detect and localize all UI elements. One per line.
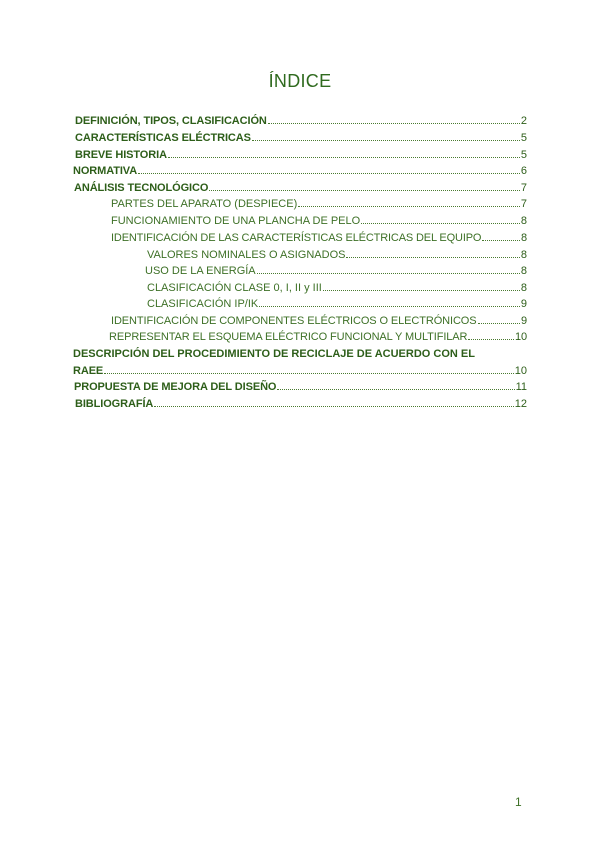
toc-entry-text: REPRESENTAR EL ESQUEMA ELÉCTRICO FUNCIONAL Y MULTIFILAR (109, 331, 468, 343)
toc-entry-page: 7 (520, 182, 527, 194)
dot-leader (154, 405, 514, 407)
toc-entry-page: 9 (520, 315, 527, 327)
toc-entry-page: 9 (520, 298, 527, 310)
toc-entry-page: 2 (520, 115, 527, 127)
toc-entry-text: USO DE LA ENERGÍA (145, 265, 256, 277)
toc-entry-text: FUNCIONAMIENTO DE UNA PLANCHA DE PELO (111, 215, 361, 227)
toc-entry-text: VALORES NOMINALES O ASIGNADOS (147, 249, 346, 261)
toc-entry-clasificacion-ip[interactable] (147, 297, 527, 311)
dot-leader (361, 222, 520, 224)
dot-leader (298, 205, 520, 207)
dot-leader (138, 172, 520, 174)
dot-leader (277, 388, 514, 390)
toc-entry-caracteristicas[interactable] (75, 131, 527, 145)
toc-entry-valores[interactable] (147, 248, 527, 262)
dot-leader (468, 338, 514, 340)
toc-entry-text: CLASIFICACIÓN IP/IK (147, 298, 259, 310)
toc-entry-text: IDENTIFICACIÓN DE COMPONENTES ELÉCTRICOS O ELECTRÓNICOS (111, 315, 477, 327)
toc-entry-propuesta[interactable] (74, 380, 527, 394)
toc-entry-historia[interactable] (75, 148, 527, 162)
toc-entry-page: 8 (520, 265, 527, 277)
dot-leader (323, 289, 520, 291)
dot-leader (104, 372, 514, 374)
toc-entry-reciclaje[interactable] (73, 364, 527, 378)
toc-entry-normativa[interactable] (73, 164, 527, 178)
toc-entry-page: 8 (520, 249, 527, 261)
dot-leader (252, 139, 520, 141)
toc-entry-page: 11 (515, 381, 527, 393)
toc-entry-page: 10 (514, 331, 527, 343)
toc-entry-text: BIBLIOGRAFÍA (75, 398, 154, 410)
toc-entry-text: PROPUESTA DE MEJORA DEL DISEÑO (74, 381, 277, 393)
toc-entry-clasificacion-clase[interactable] (147, 281, 527, 295)
toc-entry-text: BREVE HISTORIA (75, 149, 167, 161)
toc-entry-page: 8 (520, 282, 527, 294)
toc-entry-text: CLASIFICACIÓN CLASE 0, I, II y III (147, 282, 322, 294)
dot-leader (209, 189, 520, 191)
toc-entry-text: ANÁLISIS TECNOLÓGICO (74, 182, 209, 194)
dot-leader (257, 272, 520, 274)
toc-entry-analisis[interactable] (74, 181, 527, 195)
toc-entry-page: 5 (520, 149, 527, 161)
toc-entry-page: 8 (521, 232, 527, 244)
toc-entry-text: PARTES DEL APARATO (DESPIECE) (111, 198, 298, 210)
toc-entry-text: DEFINICIÓN, TIPOS, CLASIFICACIÓN (75, 115, 267, 127)
toc-entry-page: 5 (520, 132, 527, 144)
toc-entry-text: NORMATIVA (73, 165, 138, 177)
toc-entry-funcionamiento[interactable] (111, 214, 527, 228)
toc-entry-page: 7 (520, 198, 527, 210)
toc-entry-identificacion-caracteristicas[interactable] (111, 231, 527, 245)
toc-entry-esquema[interactable] (109, 330, 527, 344)
toc-entry-bibliografia[interactable] (75, 397, 527, 411)
toc-entry-componentes[interactable] (111, 314, 527, 328)
page-title: ÍNDICE (268, 71, 332, 91)
toc-entry-text: IDENTIFICACIÓN DE LAS CARACTERÍSTICAS ELÉCTRICAS DEL EQUIPO (111, 232, 482, 244)
toc-entry-text: RAEE (73, 365, 104, 377)
toc-entry-uso-energia[interactable] (145, 264, 527, 278)
dot-leader (259, 305, 520, 307)
page-number: 1 (515, 795, 522, 809)
dot-leader (268, 122, 520, 124)
toc-entry-reciclaje-line1[interactable]: DESCRIPCIÓN DEL PROCEDIMIENTO DE RECICLAJE DE ACUERDO CON EL (73, 348, 475, 360)
dot-leader (482, 239, 520, 241)
toc-entry-partes[interactable] (111, 197, 527, 211)
dot-leader (346, 256, 519, 258)
toc-entry-text: CARACTERÍSTICAS ELÉCTRICAS (75, 132, 251, 144)
toc-entry-page: 6 (520, 165, 527, 177)
toc-entry-page: 12 (514, 398, 527, 410)
dot-leader (478, 322, 520, 324)
dot-leader (168, 156, 520, 158)
toc-entry-definicion[interactable] (75, 114, 527, 128)
toc-entry-page: 10 (514, 365, 527, 377)
toc-entry-page: 8 (520, 215, 527, 227)
